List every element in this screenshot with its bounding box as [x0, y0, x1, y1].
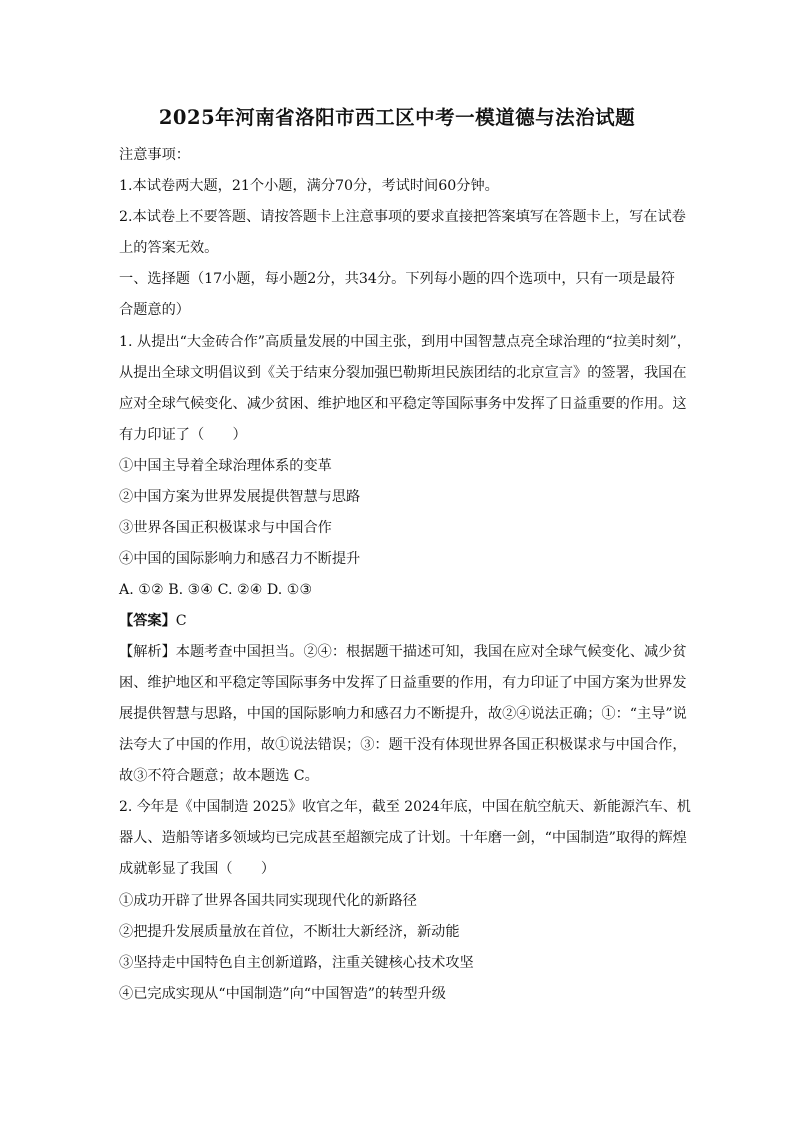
q2-option-2: ②把提升发展质量放在首位，不断壮大新经济，新动能	[119, 924, 460, 940]
notice-item-1: 1.本试卷两大题，21个小题，满分70分，考试时间60分钟。	[119, 178, 499, 194]
q1-option-4: ④中国的国际影响力和感召力不断提升	[119, 551, 361, 567]
q1-option-1: ①中国主导着全球治理体系的变革	[119, 458, 332, 474]
q1-analysis-line-3: 展提供智慧与思路，中国的国际影响力和感召力不断提升，故②④说法正确；①：“主导”说	[119, 706, 687, 722]
q1-stem-line-2: 从提出全球文明倡议到《关于结束分裂加强巴勒斯坦民族团结的北京宣言》的签署，我国在	[119, 365, 687, 381]
q1-option-3: ③世界各国正积极谋求与中国合作	[119, 520, 332, 536]
q1-analysis-line-4: 法夸大了中国的作用，故①说法错误；③：题干没有体现世界各国正积极谋求与中国合作，	[119, 737, 687, 753]
q2-stem-line-1: 2. 今年是《中国制造 2025》收官之年，截至 2024年底，中国在航空航天、新能源汽车、机	[119, 799, 691, 815]
q1-stem-line-4: 有力印证了（ ）	[119, 427, 247, 443]
q2-stem-line-2: 器人、造船等诸多领域均已完成甚至超额完成了计划。十年磨一剑，“中国制造”取得的辉煌	[119, 830, 687, 846]
q2-option-4: ④已完成实现从“中国制造”向“中国智造”的转型升级	[119, 986, 446, 1002]
q1-answer	[119, 611, 689, 631]
answer-value: C	[175, 613, 187, 629]
q1-option-2: ②中国方案为世界发展提供智慧与思路	[119, 489, 361, 505]
q2-option-3: ③坚持走中国特色自主创新道路，注重关键核心技术攻坚	[119, 955, 474, 971]
q1-choices: A. ①② B. ③④ C. ②④ D. ①③	[119, 582, 313, 598]
q2-option-1: ①成功开辟了世界各国共同实现现代化的新路径	[119, 893, 417, 909]
notice-heading: 注意事项：	[119, 147, 190, 163]
notice-item-2: 2.本试卷上不要答题、请按答题卡上注意事项的要求直接把答案填写在答题卡上，写在试卷	[119, 209, 686, 225]
q1-analysis-line-5: 故③不符合题意；故本题选 C。	[119, 768, 319, 784]
q1-analysis-line-1: 【解析】本题考查中国担当。②④：根据题干描述可知，我国在应对全球气候变化、减少贫	[119, 644, 687, 660]
q1-analysis-line-2: 困、维护地区和平稳定等国际事务中发挥了日益重要的作用，有力印证了中国方案为世界发	[119, 675, 687, 691]
section1-heading: 一、选择题（17小题，每小题2分，共34分。下列每小题的四个选项中，只有一项是最符	[119, 271, 675, 287]
q1-stem-line-1: 1. 从提出“大金砖合作”高质量发展的中国主张，到用中国智慧点亮全球治理的“拉美时刻”，	[119, 334, 691, 350]
answer-label: 【答案】	[119, 613, 176, 629]
q2-stem-line-3: 成就彰显了我国（ ）	[119, 861, 276, 877]
section1-heading-cont: 合题意的）	[119, 302, 190, 318]
page-title: 2025年河南省洛阳市西工区中考一模道德与法治试题	[158, 106, 636, 129]
notice-item-2-cont: 上的答案无效。	[119, 240, 219, 256]
q1-stem-line-3: 应对全球气候变化、减少贫困、维护地区和平稳定等国际事务中发挥了日益重要的作用。这	[119, 396, 687, 412]
